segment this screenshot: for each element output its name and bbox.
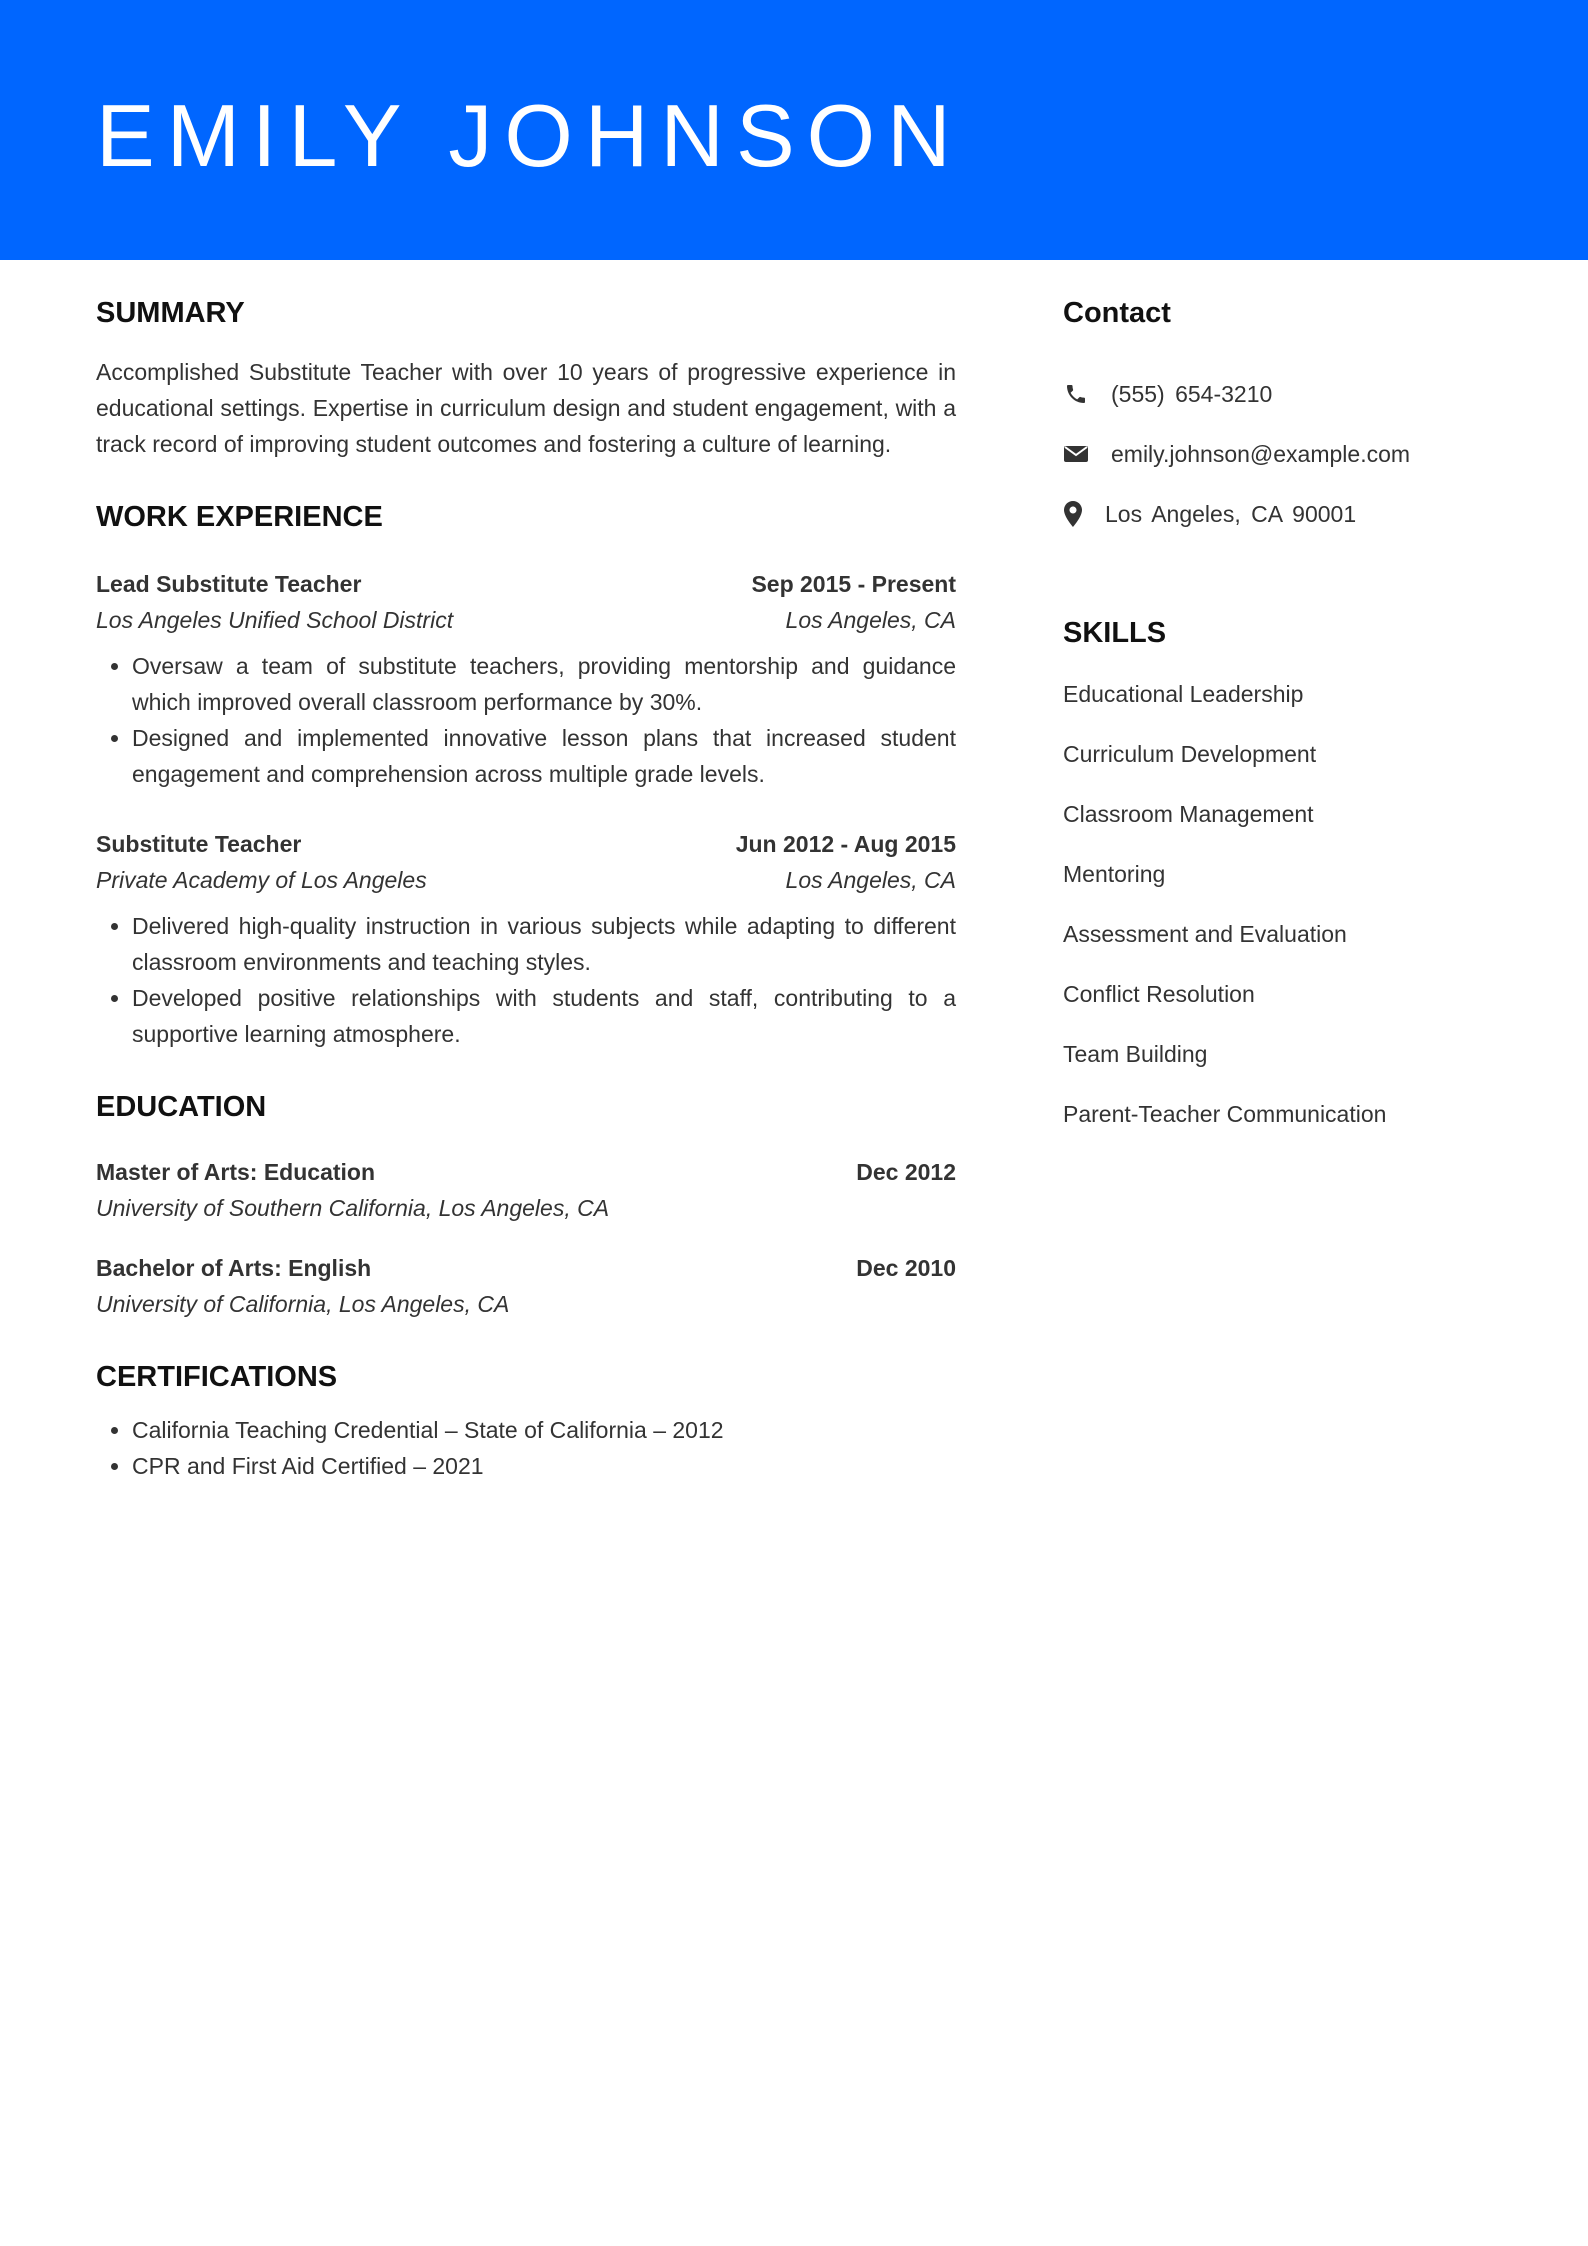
map-pin-icon [1063,501,1083,527]
school: University of Southern California, Los Angeles, CA [96,1195,610,1221]
sidebar-column [1063,288,1523,1156]
skill-item: Curriculum Development [1063,741,1317,767]
contact-heading: Contact [1063,297,1171,329]
job-organization: Private Academy of Los Angeles [96,867,427,893]
envelope-icon [1063,441,1089,467]
education-section [96,1082,956,1322]
skill-item: Educational Leadership [1063,681,1304,707]
skill-item: Assessment and Evaluation [1063,921,1347,947]
certification-item: • CPR and First Aid Certified – 2021 [132,1448,956,1484]
work-experience-section [96,492,956,1052]
email-address: emily.johnson@example.com [1111,441,1411,467]
skill-item: Mentoring [1063,861,1166,887]
header-banner [0,0,1588,260]
school: University of California, Los Angeles, CA [96,1291,510,1317]
contact-location [1063,484,1523,544]
degree: Bachelor of Arts: English [96,1255,372,1281]
candidate-name: EMILY JOHNSON [96,86,963,185]
job-location: Los Angeles, CA [785,867,956,893]
job-bullet: • Developed positive relationships with students and staff, contributing to a supportive learning atmosphere. [132,980,956,1052]
job-bullets [96,648,956,792]
degree-date: Dec 2012 [856,1159,956,1185]
contact-list [1063,364,1523,544]
certifications-section [96,1352,956,1484]
job-bullets [96,908,956,1052]
skill-item: Classroom Management [1063,801,1314,827]
phone-number: (555) 654-3210 [1111,381,1273,407]
skills-list [1063,676,1523,1156]
degree: Master of Arts: Education [96,1159,376,1185]
education-heading: EDUCATION [96,1091,267,1123]
summary-section [96,288,956,462]
certification-item: • California Teaching Credential – State of California – 2012 [132,1412,956,1448]
summary-heading: SUMMARY [96,297,245,329]
degree-date: Dec 2010 [856,1255,956,1281]
education-entry [96,1250,956,1322]
phone-icon [1063,381,1089,407]
job-organization: Los Angeles Unified School District [96,607,454,633]
contact-email [1063,424,1523,484]
summary-text: Accomplished Substitute Teacher with over 10 years of progressive experience in educational settings. Expertise in curriculum design and student engagement, with a track record of improving student outcomes and fostering a culture of learning. [96,359,956,457]
skill-item: Team Building [1063,1041,1208,1067]
job-bullet: • Designed and implemented innovative lesson plans that increased student engagement and comprehension across multiple grade levels. [132,720,956,792]
work-experience-heading: WORK EXPERIENCE [96,501,383,533]
skills-heading: SKILLS [1063,617,1167,649]
main-column [96,288,956,1484]
skill-item: Parent-Teacher Communication [1063,1101,1387,1127]
contact-phone [1063,364,1523,424]
job-role: Substitute Teacher [96,831,302,857]
certifications-list [96,1412,956,1484]
job-role: Lead Substitute Teacher [96,571,362,597]
job-bullet: • Oversaw a team of substitute teachers, providing mentorship and guidance which improved overall classroom performance by 30%. [132,648,956,720]
education-entry [96,1154,956,1226]
job-dates: Jun 2012 - Aug 2015 [735,831,956,857]
job-bullet: • Delivered high-quality instruction in various subjects while adapting to different classroom environments and teaching styles. [132,908,956,980]
job-location: Los Angeles, CA [785,607,956,633]
certifications-heading: CERTIFICATIONS [96,1361,338,1393]
location-text: Los Angeles, CA 90001 [1105,501,1357,527]
skill-item: Conflict Resolution [1063,981,1255,1007]
job-dates: Sep 2015 - Present [751,571,956,597]
job-entry [96,566,956,792]
job-entry [96,826,956,1052]
